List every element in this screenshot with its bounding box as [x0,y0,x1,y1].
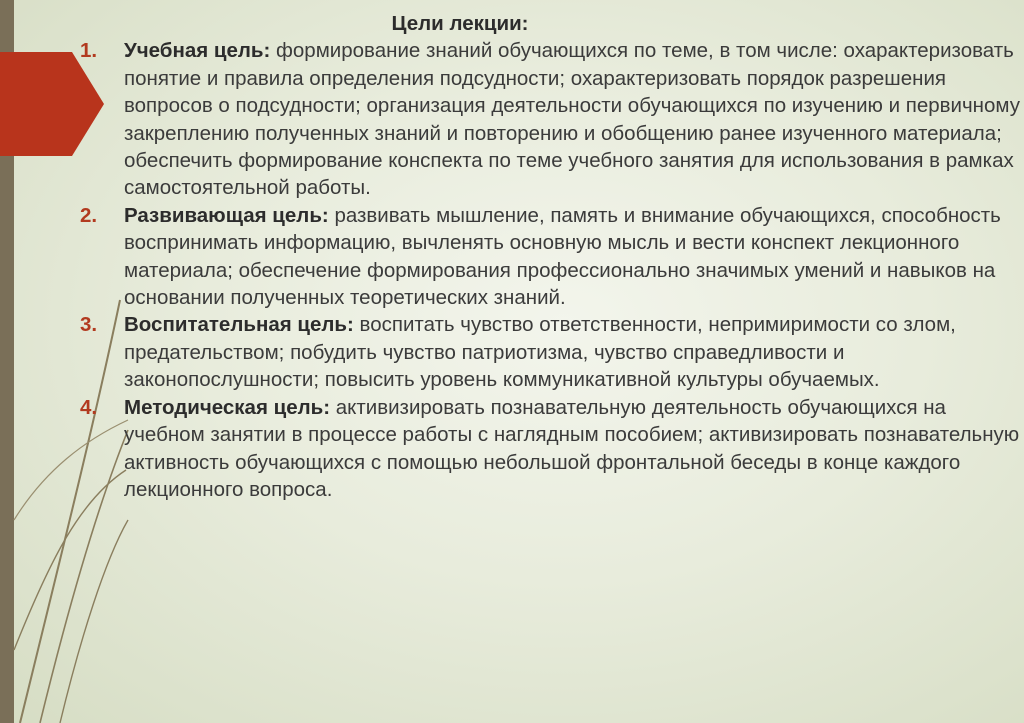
goal-number: 3. [80,313,98,337]
goal-label: Методическая цель: [124,395,331,419]
slide-content [80,4,1020,503]
goal-item-developmental [80,202,1020,312]
goal-text: развивать мышление, память и внимание обучающихся, способность воспринимать информацию, вычленять основную мысль и вести конспект лекционного материала; обеспечение формирования профессионально значимых умений и навыков на основании полученных теоретических знаний. [124,203,1001,310]
goal-item-educational [80,37,1020,201]
goal-number: 1. [80,39,98,63]
goal-number: 2. [80,203,98,227]
slide-heading: Цели лекции: [391,12,529,35]
goal-text: формирование знаний обучающихся по теме, в том числе: охарактеризовать понятие и правила определения подсудности; охарактеризовать порядок разрешения вопросов о подсудности; организация деятельности обучающихся по изучению и первичному закреплению полученных знаний и повторению и обобщению ранее изученного материала; обеспечить формирование конспекта по теме учебного занятия для использования в рамках самостоятельной работы. [124,39,1020,200]
goals-list [80,37,1020,503]
goal-item-upbringing [80,311,1020,393]
goal-text: активизировать познавательную деятельность обучающихся на учебном занятии в процессе работы с наглядным пособием; активизировать познавательную активность обучающихся с помощью небольшой фронтальной беседы в конце каждого лекционного вопроса. [124,395,1020,501]
goal-number: 4. [80,395,98,419]
goal-label: Воспитательная цель: [124,313,354,337]
goal-label: Учебная цель: [124,39,271,63]
goal-text: воспитать чувство ответственности, непримиримости со злом, предательством; побудить чувство патриотизма, чувство справедливости и законопослушности; повысить уровень коммуникативной культуры обучаемых. [124,313,956,392]
goal-item-methodical [80,394,1020,504]
goal-label: Развивающая цель: [124,203,329,227]
